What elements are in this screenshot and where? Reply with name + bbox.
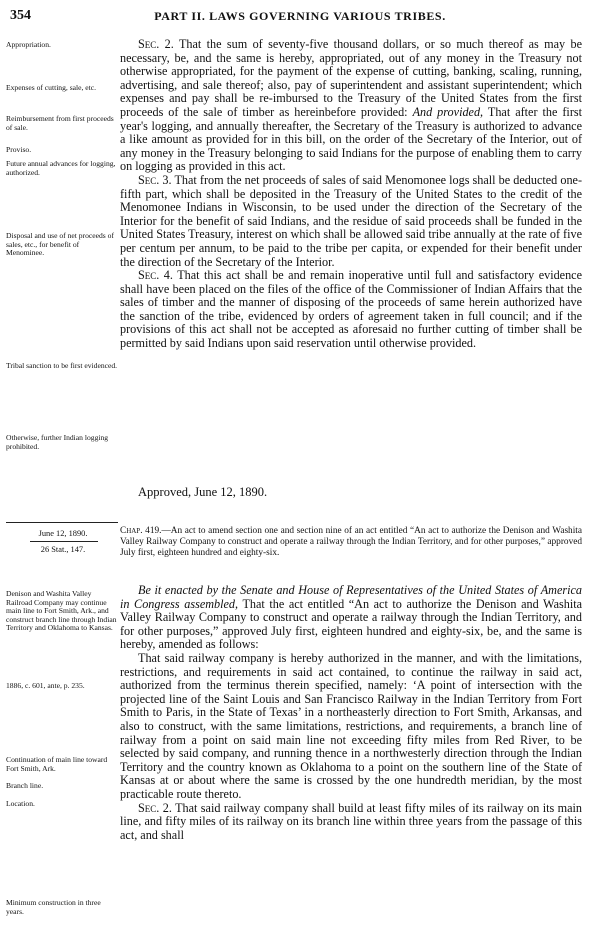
chapter-title: —An act to amend section one and section nine of an act entitled “An act to authorize the Denison and Washita Valley Railway Company to construct and operate a railway through the Indian Territory, and for other purposes,” approved July first, eighteen hundred and eighty-six. xyxy=(120,526,582,558)
margin-note-reimbursement: Reimbursement from first proceeds of sale. xyxy=(6,114,114,132)
chapter-heading xyxy=(120,526,582,558)
section-2-block xyxy=(120,38,582,351)
margin-stat: 26 Stat., 147. xyxy=(40,545,86,554)
margin-note-future-advances: Future annual advances for logging, authorized. xyxy=(6,159,116,177)
chapter-body xyxy=(120,584,582,842)
section-3-label: Sec. 3. xyxy=(138,172,172,187)
enacting-paragraph xyxy=(120,584,582,652)
section-2b-paragraph xyxy=(120,802,582,843)
chapter-label: Chap. 419. xyxy=(120,526,162,536)
section-4-label: Sec. 4. xyxy=(138,268,173,283)
margin-note-location: Location. xyxy=(6,799,35,808)
margin-note-proviso: Proviso. xyxy=(6,145,32,154)
section-4-paragraph xyxy=(120,269,582,351)
chapter-divider xyxy=(6,522,118,523)
railway-paragraph: That said railway company is hereby authorized in the manner, and with the limitations, restrictions, and requirements in said act contained, to continue the railway in said act, authorized from the terminus therein specified, namely: ‘A point of intersection with the projected line of the Saint Louis and San Francisco Railway in the Indian Territory from Fort Smith to Paris, in the State of Texas’ in a northeasterly direction to Fort Smith, Arkansas, and also to construct, with the same limitations, restrictions, and requirements, a branch line of railway from a point on said main line not exceeding fifty miles from Red River, to be selected by said company, and running thence in a northwesterly direction through the Indian Territory and the country known as Oklahoma to a point on the southern line of the State of Kansas at or about where the same is crossed by the one hundredth meridian, by the most practicable route thereto. xyxy=(120,650,582,801)
margin-note-tribal-sanction: Tribal sanction to be first evidenced. xyxy=(6,361,118,370)
section-2-text-b: That after the first year's logging, and annually thereafter, the Secretary of the Treasury is authorized to advance a like amount as provided for in this bill, on the order of the Secretary of the Interior, out of any money in the Treasury belonging to said Indians for the purpose of enabling them to carry on logging as provided in this act. xyxy=(120,104,583,174)
section-2b-label: Sec. 2. xyxy=(138,800,172,815)
margin-note-minimum: Minimum construction in three years. xyxy=(6,898,101,916)
section-4-text: That this act shall be and remain inoperative until full and satisfactory evidence shall have been placed on the files of the office of the Commissioner of Indian Affairs that the sales of timber and the manner of disposing of the proceeds of same herein authorized have the sanction of the tribe, evidenced by orders of agreement taken in full council; and if the provisions of this act shall not be accepted as aforesaid no further cutting of timber shall be permitted by said Indians upon said reservation until otherwise provided. xyxy=(120,268,583,351)
running-title: PART II. LAWS GOVERNING VARIOUS TRIBES. xyxy=(154,9,446,23)
section-3-text: That from the net proceeds of sales of said Menomonee logs shall be deducted one-fifth part, which shall be deposited in the Treasury of the United States to the credit of the Menomonee Indians in Wisconsin, to be used under the direction of the Secretary of the Interior for the benefit of said Indians, and the residue of said proceeds shall be funded in the United States Treasury, interest on which shall be allowed said tribe annually at the rate of five per centum per annum, to be paid to the tribe per capita, or expended for their benefit under the direction of the Secretary of the Interior. xyxy=(120,172,583,269)
margin-note-expenses: Expenses of cutting, sale, etc. xyxy=(6,83,97,92)
margin-note-otherwise: Otherwise, further Indian logging prohibited. xyxy=(6,433,109,451)
enacting-clause: Be it enacted by the Senate and House of Representatives of the United States of America in Congress assembled, xyxy=(120,583,582,611)
section-2-label: Sec. 2. xyxy=(138,37,174,51)
section-2b-text: That said railway company shall build at least fifty miles of its railway on its main line, and fifty miles of its railway on its branch line within three years from the passage of this act, and shall xyxy=(120,800,583,842)
enacting-text: That the act entitled “An act to authorize the Denison and Washita Valley Railway Company to construct and operate a railway through the Indian Territory, and for other purposes,” approved July first, eighteen hundred and eighty-six, be, and the same is hereby, amended as follows: xyxy=(120,596,582,652)
page-header xyxy=(6,8,594,26)
section-3-paragraph xyxy=(120,174,582,269)
page-number: 354 xyxy=(10,8,31,23)
proviso-phrase: And provided, xyxy=(412,104,484,119)
margin-note-disposal: Disposal and use of net proceeds of sales, etc., for benefit of Menominee. xyxy=(6,231,114,258)
margin-date: June 12, 1890. xyxy=(38,529,88,538)
date-divider xyxy=(30,541,98,542)
section-2-text-a: That the sum of seventy-five thousand dollars, or so much thereof as may be necessary, be, and the same is hereby, appropriated, out of any money in the Treasury not otherwise appropriated, for the payment of the expense of cutting, banking, scaling, running, advertising, and sale thereof; also, pay of superintendent and assistant superintendent; which expenses and pay shall be re-imbursed to the Treasury of the United States from the first proceeds of the sale of timber as hereinbefore provided: xyxy=(120,37,582,119)
margin-note-appropriation: Appropriation. xyxy=(6,40,51,49)
margin-note-branch: Branch line. xyxy=(6,781,44,790)
section-2-paragraph xyxy=(120,38,582,174)
approved-line: Approved, June 12, 1890. xyxy=(138,485,268,499)
margin-note-denison: Denison and Washita Valley Railroad Company may continue main line to Fort Smith, Ark., and construct branch line through Indian Territory and Oklahoma to Kansas. xyxy=(6,589,117,633)
margin-note-1886-ref: 1886, c. 601, ante, p. 235. xyxy=(6,681,85,690)
margin-note-continuation: Continuation of main line toward Fort Smith, Ark. xyxy=(6,755,108,773)
